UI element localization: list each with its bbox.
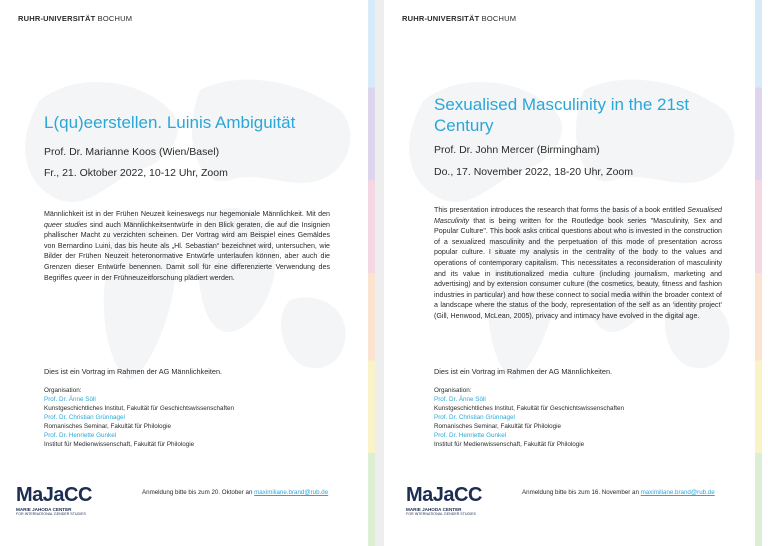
header [402, 14, 516, 23]
organiser-institute: Romanisches Seminar, Fakultät für Philologie [434, 423, 562, 430]
organiser-name: Prof. Dr. Henriette Gunkel [44, 432, 117, 439]
organiser-institute: Romanisches Seminar, Fakultät für Philologie [44, 423, 172, 430]
speaker: Prof. Dr. John Mercer (Birmingham) [434, 144, 600, 156]
date: Fr., 21. Oktober 2022, 10-12 Uhr, Zoom [44, 167, 228, 179]
abstract: This presentation introduces the research that forms the basis of a book entitled Sexualised Masculinity that is being written for the Routledge book series "Masculinity, Sex and Popular Culture". This book asks critical questions about who is invested in the construction of a sexualized masculinity and the perpetuation of this mode of presentation across popular culture. I situate my analysis in the centrality of the body to the values and operations of contemporary capitalism. This necessitates a reconsideration of masculinity and its value in institutionalized media culture (including journalism, marketing and advertising) and by extension consumer culture (the cosmetics, beauty, fitness and fashion industries in particular) and how these connect to social media within the broader context of a landscape where the status of the body, representation of the self as an ‘identity project’ (Gill, Henwood, McLean, 2005), privacy and intimacy have evolved in the digital age. [434, 206, 722, 320]
organiser-name: Prof. Dr. Henriette Gunkel [434, 432, 507, 439]
organiser-name: Prof. Dr. Christian Grünnagel [434, 414, 515, 421]
organiser-institute: Institut für Medienwissenschaft, Fakultät für Philologie [434, 441, 585, 448]
institution-name: RUHR-UNIVERSITÄT [402, 14, 480, 23]
email-link[interactable]: maximiliane.brand@rub.de [640, 489, 715, 496]
date: Do., 17. November 2022, 18-20 Uhr, Zoom [434, 166, 634, 178]
color-stripe [368, 0, 375, 546]
abstract-emphasis: Sexualised Masculinity [434, 206, 722, 225]
talk-title: Sexualised Masculinity in the 21st Century [434, 95, 690, 135]
registration-note: Anmeldung bitte bis zum 16. November an maximiliane.brand@rub.de [522, 489, 715, 496]
color-stripe [755, 0, 762, 546]
majacc-logo: MaJaCC MARIE JAHODA CENTER FOR INTERNATIONAL GENDER STUDIES [406, 484, 482, 516]
institution-name: RUHR-UNIVERSITÄT [18, 14, 96, 23]
abstract-emphasis: queer studies [44, 220, 88, 229]
institution-city: BOCHUM [97, 14, 133, 23]
organisation-block [44, 386, 234, 449]
organiser-name: Prof. Dr. Christian Grünnagel [44, 414, 125, 421]
series-note: Dies ist ein Vortrag im Rahmen der AG Männlichkeiten. [434, 367, 613, 376]
poster-right [384, 0, 762, 546]
organiser-name: Prof. Dr. Änne Söll [44, 396, 96, 403]
talk-title: L(qu)eerstellen. Luinis Ambiguität [44, 113, 296, 132]
organisation-label: Organisation: [44, 387, 82, 394]
organiser-name: Prof. Dr. Änne Söll [434, 396, 486, 403]
registration-note: Anmeldung bitte bis zum 20. Oktober an maximiliane.brand@rub.de [142, 489, 329, 496]
speaker: Prof. Dr. Marianne Koos (Wien/Basel) [44, 146, 220, 158]
organiser-institute: Kunstgeschichtliches Institut, Fakultät für Geschichtswissenschaften [44, 405, 235, 412]
abstract: Männlichkeit ist in der Frühen Neuzeit keineswegs nur hegemoniale Männlichkeit. Mit den queer studies sind auch Männlichkeitsentwürfe in den Blick geraten, die auf die Insignien phallischer Macht zu verzichten scheinen. Der Vortrag wird am Beispiel eines Gemäldes von Bernardino Luini, das bis heute als „Hl. Sebastian“ bezeichnet wird, untersuchen, wie Bilder der Frühen Neuzeit heteronormative Entwürfe unterlaufen können, aber auch die Grenzen dieser Entwürfe benennen. Damit soll für eine differenzierte Verwendung des Begriffes queer in der Frühneuzeitforschung plädiert werden. [44, 210, 331, 282]
page-gutter [375, 0, 384, 546]
header [18, 14, 132, 23]
email-link[interactable]: maximiliane.brand@rub.de [254, 489, 329, 496]
organisation-block [434, 386, 624, 449]
majacc-logo: MaJaCC MARIE JAHODA CENTER FOR INTERNATIONAL GENDER STUDIES [16, 484, 92, 516]
abstract-emphasis: queer [73, 273, 92, 282]
series-note: Dies ist ein Vortrag im Rahmen der AG Männlichkeiten. [44, 367, 223, 376]
organiser-institute: Kunstgeschichtliches Institut, Fakultät für Geschichtswissenschaften [434, 405, 625, 412]
poster-left [0, 0, 375, 546]
institution-city: BOCHUM [481, 14, 517, 23]
organiser-institute: Institut für Medienwissenschaft, Fakultät für Philologie [44, 441, 195, 448]
organisation-label: Organisation: [434, 387, 472, 394]
